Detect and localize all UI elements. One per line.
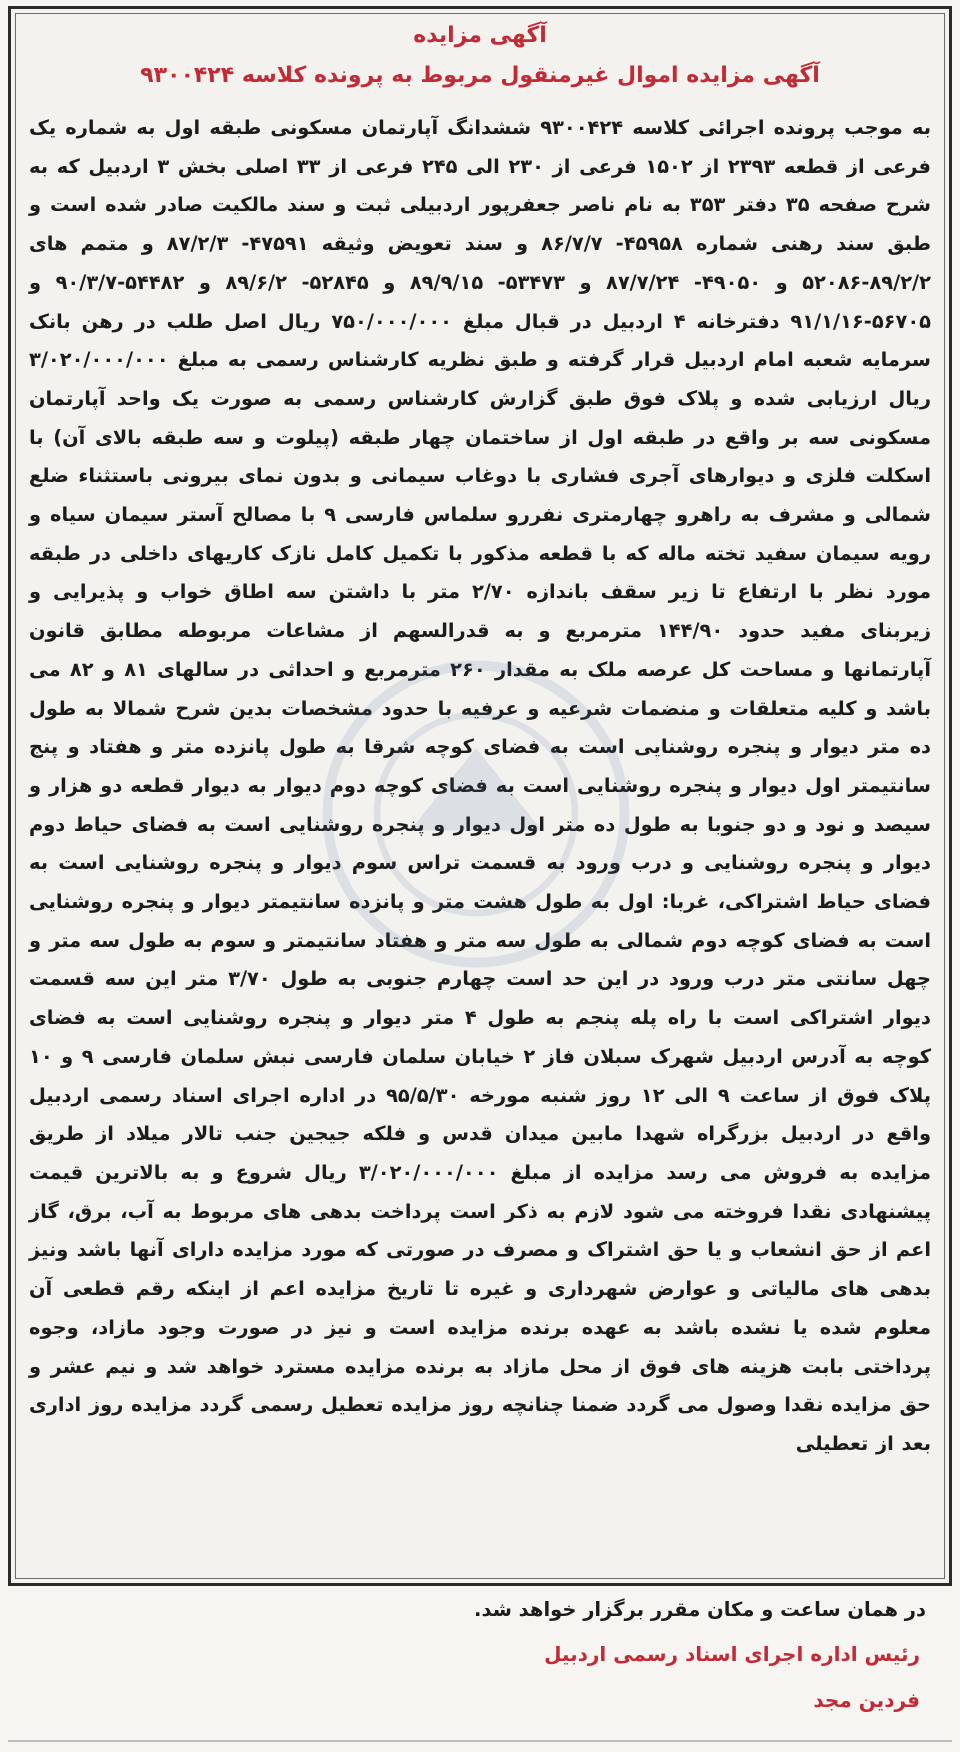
notice-subtitle: آگهی مزایده اموال غیرمنقول مربوط به پرونده کلاسه ۹۳۰۰۴۲۴ <box>140 63 820 88</box>
bottom-divider <box>8 1740 952 1742</box>
notice-frame <box>8 6 952 1586</box>
notice-title: آگهی مزایده <box>413 23 547 48</box>
notice-closing: در همان ساعت و مکان مقرر برگزار خواهد شد. <box>474 1598 926 1621</box>
signer-title: رئیس اداره اجرای اسناد رسمی اردبیل <box>544 1642 920 1666</box>
notice-body: به موجب پرونده اجرائی کلاسه ۹۳۰۰۴۲۴ ششدانگ آپارتمان مسکونی طبقه اول به شماره یک فرعی از قطعه ۲۳۹۳ از ۱۵۰۲ فرعی از ۲۳۰ الی ۲۴۵ فرعی از ۳۳ اصلی بخش ۳ اردبیل که به شرح صفحه ۳۵ دفتر ۳۵۳ به نام ناصر جعفرپور اردبیلی ثبت و سند مالکیت صادر شده است و طبق سند رهنی شماره ۴۵۹۵۸- ۸۶/۷/۷ و سند تعویض وثیقه ۴۷۵۹۱- ۸۷/۲/۳ و متمم های ۸۹/۲/۲-۵۲۰۸۶ و ۴۹۰۵۰- ۸۷/۷/۲۴ و ۵۳۴۷۳- ۸۹/۹/۱۵ و ۵۲۸۴۵- ۸۹/۶/۲ و ۵۴۴۸۲-۹۰/۳/۷ و ۵۶۷۰۵-۹۱/۱/۱۶ دفترخانه ۴ اردبیل در قبال مبلغ ۷۵۰/۰۰۰/۰۰۰ ریال اصل طلب در رهن بانک سرمایه شعبه امام اردبیل قرار گرفته و طبق نظریه کارشناس رسمی به مبلغ ۳/۰۲۰/۰۰۰/۰۰۰ ریال ارزیابی شده و پلاک فوق طبق گزارش کارشناس رسمی به صورت یک واحد آپارتمان مسکونی سه بر واقع در طبقه اول از ساختمان چهار طبقه (پیلوت و سه طبقه بالای آن) با اسکلت فلزی و دیوارهای آجری فشاری با دوغاب سیمانی و بدون نمای بیرونی باستثناء ضلع شمالی و مشرف به راهرو چهارمتری نفررو سلماس فارسی ۹ با مصالح آستر سیمان سیاه و رویه سیمان سفید تخته ماله که با قطعه مذکور با تکمیل کامل نازک کاریهای داخلی در طبقه مورد نظر با ارتفاع تا زیر سقف باندازه ۲/۷۰ متر با داشتن سه اطاق خواب و پذیرایی و زیربنای مفید حدود ۱۴۴/۹۰ مترمربع و به قدرالسهم از مشاعات مربوطه مطابق قانون آپارتمانها و مساحت کل عرصه ملک به مقدار ۲۶۰ مترمربع و احداثی در سالهای ۸۱ و ۸۲ می باشد و کلیه متعلقات و منضمات شرعیه و عرفیه با حدود مشخصات بدین شرح شمالا به طول ده متر دیوار و پنجره روشنایی است به فضای کوچه شرقا به طول پانزده متر و هفتاد و پنج سانتیمتر اول دیوار و پنجره روشنایی است به فضای کوچه دوم دیوار به دیوار قطعه دو هزار و سیصد و نود و دو جنوبا به طول ده متر اول دیوار و پنجره روشنایی است به فضای حیاط دوم دیوار و پنجره روشنایی و درب ورود به قسمت تراس سوم دیوار و پنجره روشنایی است به فضای حیاط اشتراکی، غربا: اول به طول هشت متر و پانزده سانتیمتر دیوار و پنجره روشنایی است به فضای کوچه دوم شمالی به طول سه متر و هفتاد سانتیمتر و سوم به طول سه متر و چهل سانتی متر درب ورود در این حد است چهارم جنوبی به طول ۳/۷۰ متر این سه قسمت دیوار اشتراکی است با راه پله پنجم به طول ۴ متر دیوار و پنجره روشنایی است به فضای کوچه به آدرس اردبیل شهرک سبلان فاز ۲ خیابان سلمان فارسی نبش سلمان فارسی ۹ و ۱۰ پلاک فوق از ساعت ۹ الی ۱۲ روز شنبه مورخه ۹۵/۵/۳۰ در اداره اجرای اسناد رسمی اردبیل واقع در اردبیل بزرگراه شهدا مابین میدان قدس و فلکه جیجین جنب تالار میلاد از طریق مزایده به فروش می رسد مزایده از مبلغ ۳/۰۲۰/۰۰۰/۰۰۰ ریال شروع و به بالاترین قیمت پیشنهادی نقدا فروخته می شود لازم به ذکر است پرداخت بدهی های مربوط به آب، برق، گاز اعم از حق انشعاب و یا حق اشتراک و مصرف در صورتی که مورد مزایده دارای آنها باشد ونیز بدهی های مالیاتی و عوارض شهرداری و غیره تا تاریخ مزایده اعم از اینکه رقم قطعی آن معلوم شده یا نشده باشد به عهده برنده مزایده است و نیز در صورت وجود مازاد، وجوه پرداختی بابت هزینه های فوق از محل مازاد به برنده مزایده مسترد خواهد شد و نیم عشر و حق مزایده نقدا وصول می گردد ضمنا چنانچه روز مزایده تعطیل رسمی گردد مزایده روز اداری بعد از تعطیلی <box>29 116 932 1455</box>
signer-name: فردین مجد <box>813 1688 920 1712</box>
